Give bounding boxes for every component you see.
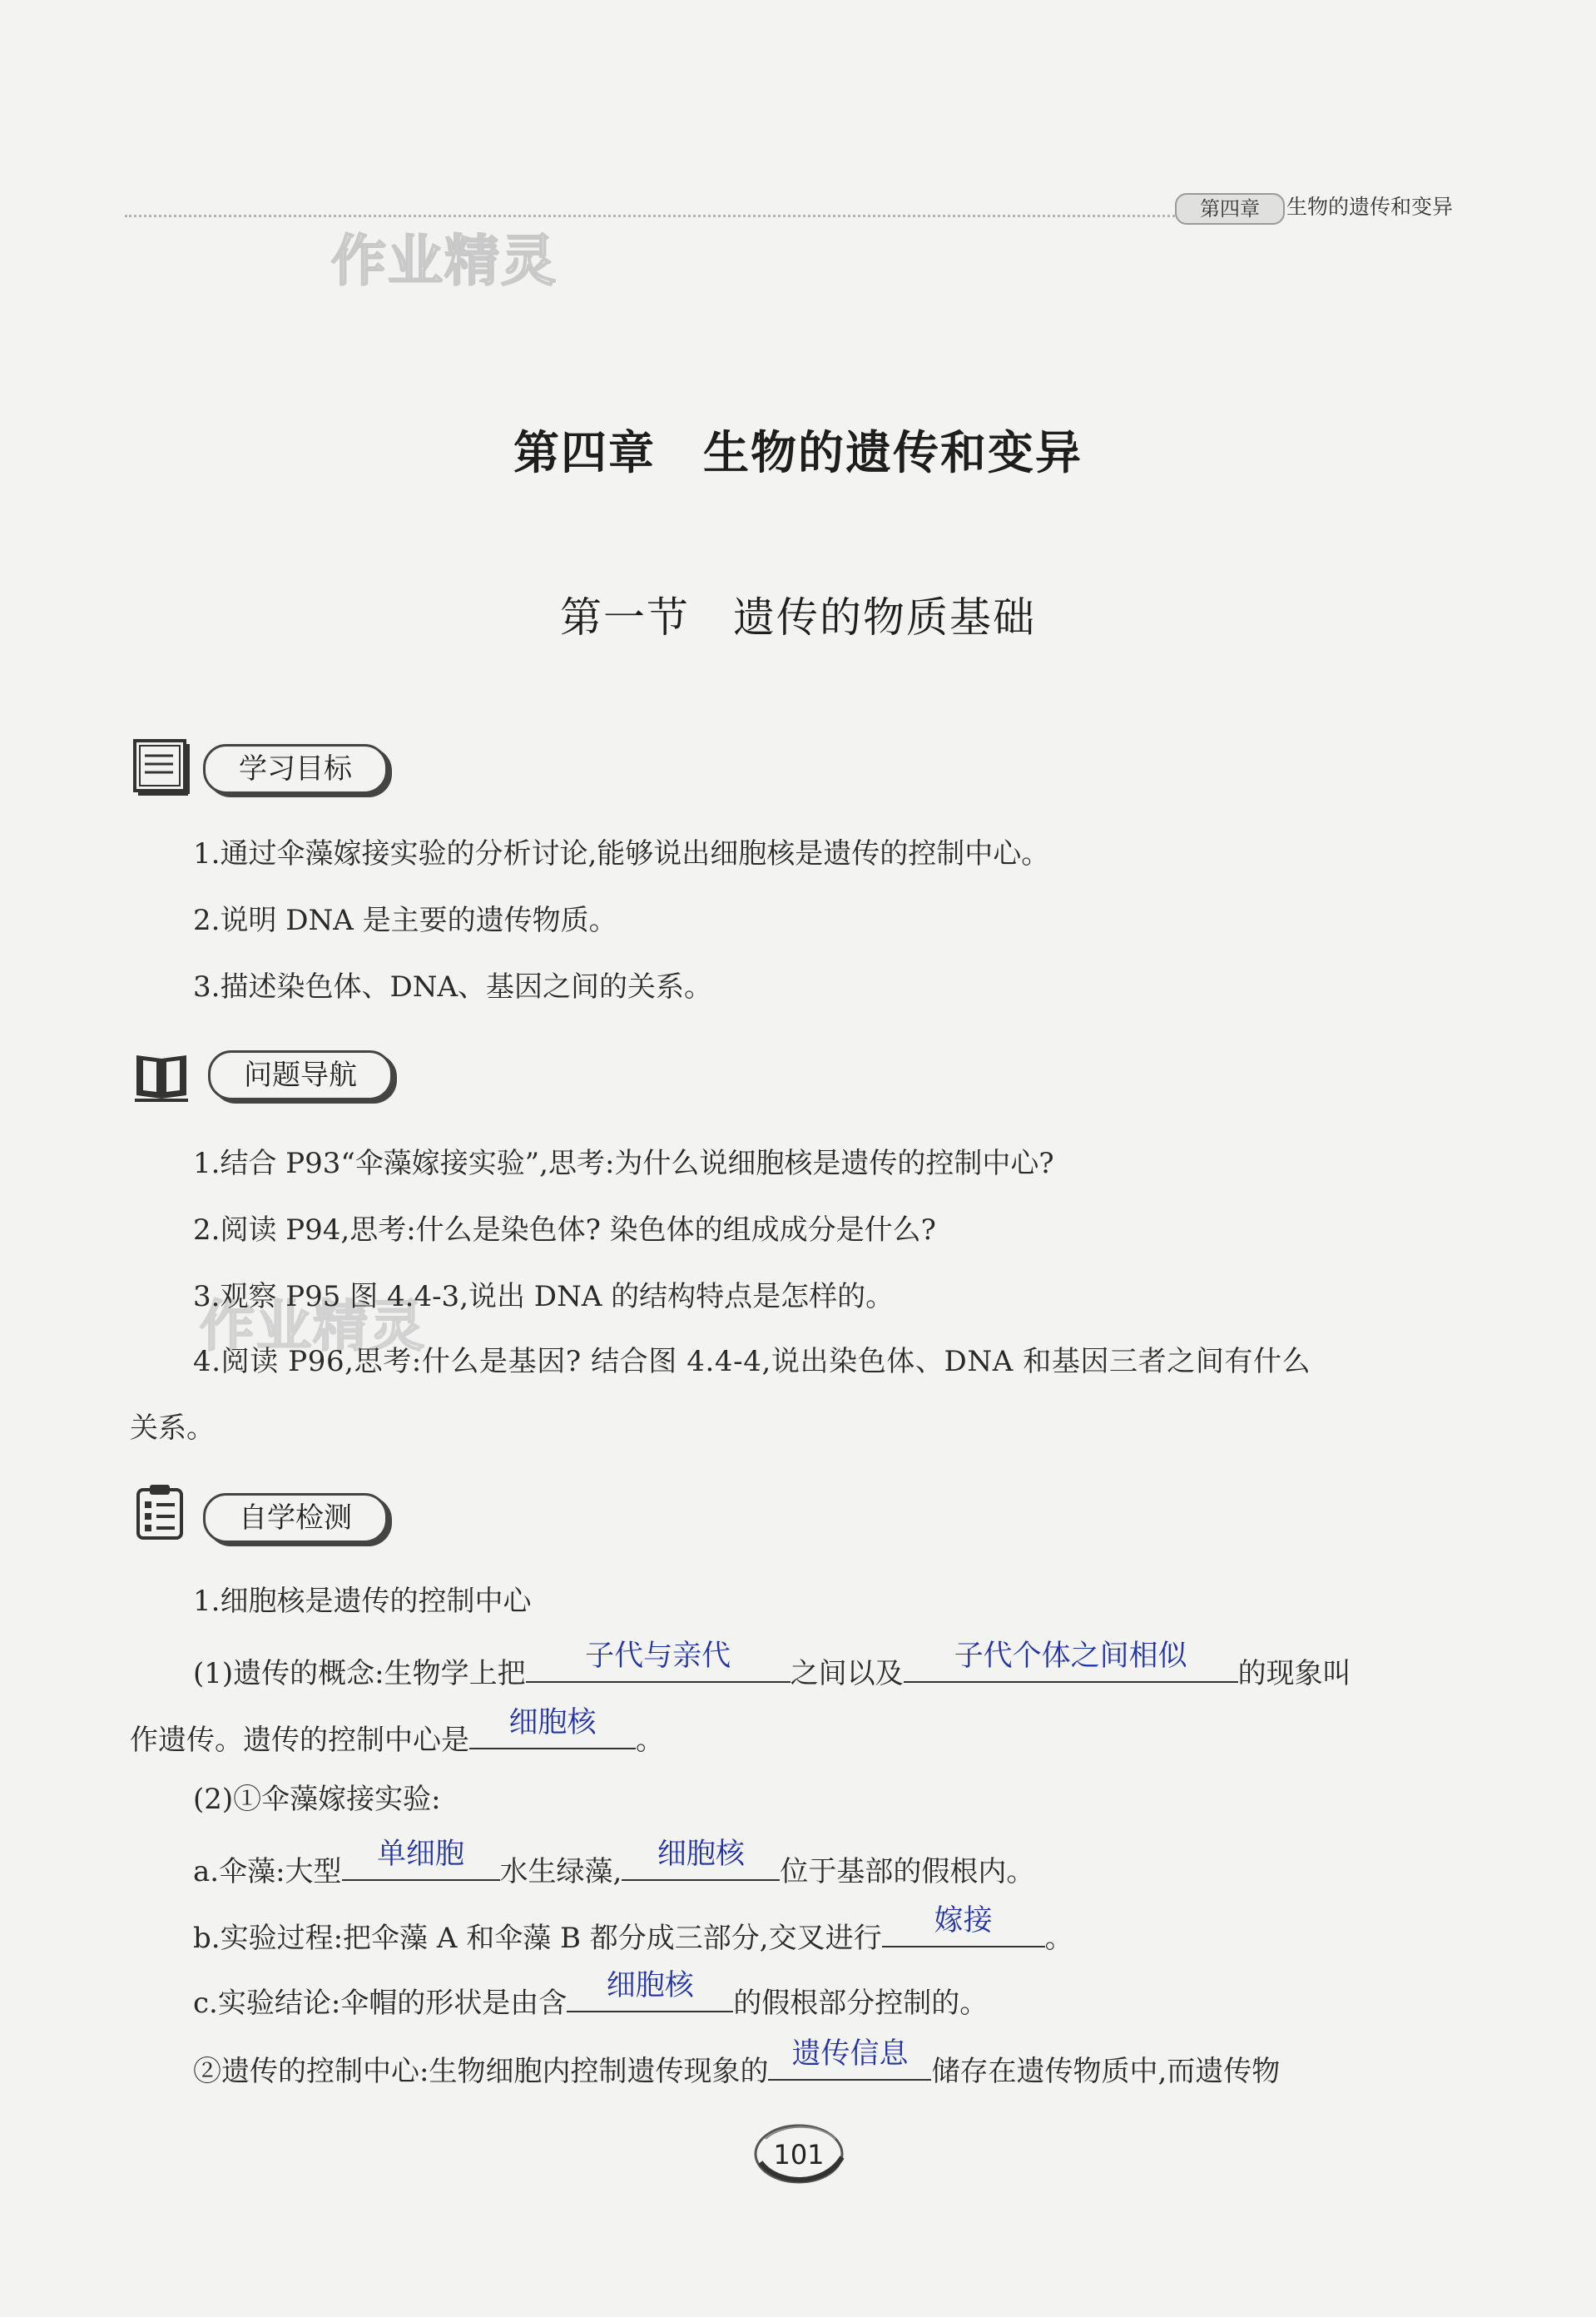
line-text: 的现象叫 <box>1237 1657 1351 1690</box>
header-rule <box>125 215 1175 217</box>
check-line-3: (2)①伞藻嫁接实验: <box>193 1783 441 1816</box>
chapter-name: 生物的遗传和变异 <box>1286 195 1454 219</box>
line-text: 。 <box>636 1724 664 1757</box>
line-text: (1)遗传的概念:生物学上把 <box>193 1657 526 1690</box>
section-label-objectives: 学习目标 <box>203 744 388 794</box>
answer-blank <box>622 1838 780 1881</box>
guide-item: 关系。 <box>130 1412 215 1445</box>
section-title: 第一节 遗传的物质基础 <box>560 593 1036 642</box>
line-text: 。 <box>1044 1922 1073 1955</box>
line-text: 之间以及 <box>790 1657 904 1690</box>
answer-text: 子代个体之间相似 <box>954 1640 1187 1673</box>
line-text: 位于基部的假根内。 <box>780 1855 1035 1888</box>
watermark: 作业精灵 <box>200 1294 426 1358</box>
answer-blank <box>904 1640 1238 1683</box>
answer-text: 遗传信息 <box>791 2037 909 2071</box>
open-book-icon <box>131 1047 191 1107</box>
check-line-c <box>193 1969 989 2022</box>
watermark: 作业精灵 <box>331 229 558 293</box>
line-text: 的假根部分控制的。 <box>733 1987 989 2020</box>
guide-item: 1.结合 P93“伞藻嫁接实验”,思考:为什么说细胞核是遗传的控制中心? <box>193 1147 1054 1180</box>
check-heading: 1.细胞核是遗传的控制中心 <box>193 1585 532 1618</box>
answer-text: 嫁接 <box>934 1904 993 1937</box>
check-line-2 <box>130 1706 664 1759</box>
answer-text: 单细胞 <box>377 1838 465 1871</box>
clipboard-icon <box>131 1481 191 1541</box>
check-line-1 <box>193 1640 1351 1692</box>
guide-item: 4.阅读 P96,思考:什么是基因? 结合图 4.4-4,说出染色体、DNA 和基因三者之间有什么 <box>193 1345 1311 1378</box>
answer-blank <box>526 1640 791 1683</box>
page-number-badge <box>749 2114 849 2189</box>
check-line-a <box>193 1838 1035 1890</box>
line-text: 储存在遗传物质中,而遗传物 <box>931 2055 1281 2088</box>
line-text: 水生绿藻, <box>499 1855 622 1888</box>
answer-blank <box>567 1969 733 2012</box>
answer-text: 细胞核 <box>508 1706 597 1739</box>
guide-item: 2.阅读 P94,思考:什么是染色体? 染色体的组成成分是什么? <box>193 1213 936 1247</box>
line-text: 作遗传。遗传的控制中心是 <box>130 1724 469 1757</box>
line-text: ②遗传的控制中心:生物细胞内控制遗传现象的 <box>193 2055 769 2088</box>
section-label-check: 自学检测 <box>203 1493 388 1543</box>
answer-text: 细胞核 <box>606 1969 694 2002</box>
section-label-guide: 问题导航 <box>208 1050 393 1100</box>
objective-item: 1.通过伞藻嫁接实验的分析讨论,能够说出细胞核是遗传的控制中心。 <box>193 837 1050 871</box>
line-text: a.伞藻:大型 <box>193 1855 342 1888</box>
answer-blank <box>469 1706 636 1749</box>
objective-item: 2.说明 DNA 是主要的遗传物质。 <box>193 904 617 937</box>
notebook-icon <box>131 737 191 797</box>
answer-text: 细胞核 <box>657 1838 745 1871</box>
chapter-title: 第四章 生物的遗传和变异 <box>513 425 1083 479</box>
chapter-tag: 第四章 <box>1175 193 1285 225</box>
answer-blank <box>342 1838 500 1881</box>
guide-item: 3.观察 P95 图 4.4-3,说出 DNA 的结构特点是怎样的。 <box>193 1280 895 1313</box>
line-text: c.实验结论:伞帽的形状是由含 <box>193 1987 568 2020</box>
answer-blank <box>768 2037 931 2081</box>
objective-item: 3.描述染色体、DNA、基因之间的关系。 <box>193 970 713 1004</box>
page-number: 101 <box>773 2139 825 2171</box>
line-text: b.实验过程:把伞藻 A 和伞藻 B 都分成三部分,交叉进行 <box>193 1922 882 1955</box>
answer-text: 子代与亲代 <box>585 1640 731 1673</box>
answer-blank <box>882 1904 1045 1947</box>
check-line-b <box>193 1904 1073 1957</box>
check-line-d <box>193 2037 1281 2090</box>
